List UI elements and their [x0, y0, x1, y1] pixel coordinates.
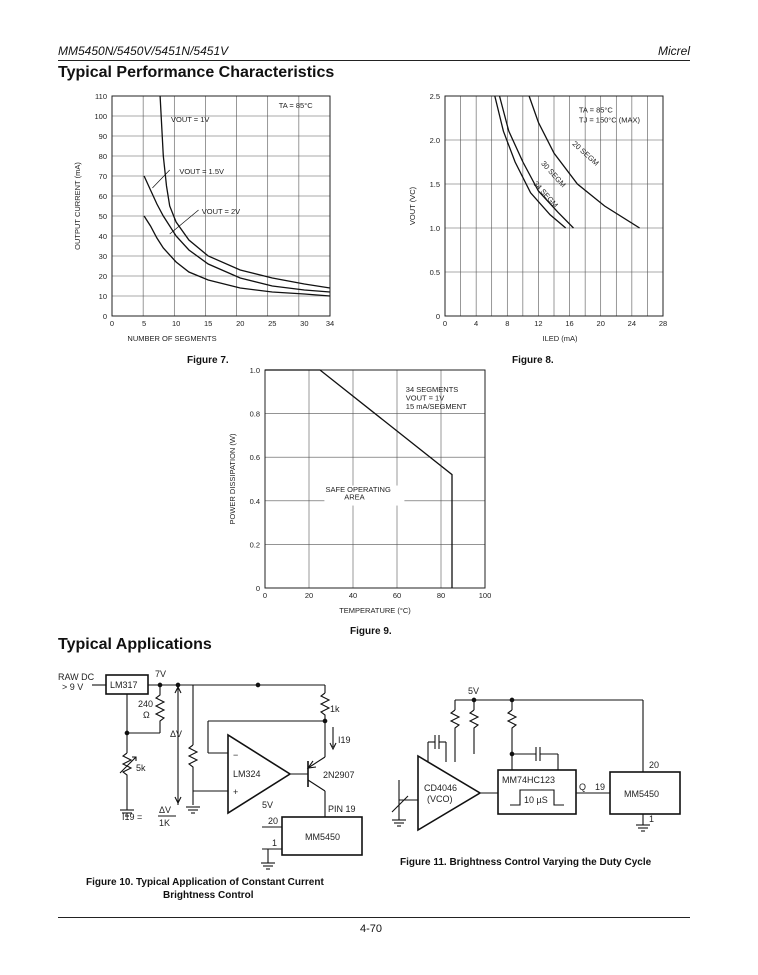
- x-tick-label: 4: [474, 319, 479, 328]
- minus-input: −: [233, 750, 239, 760]
- i19-label: I19: [338, 735, 351, 745]
- figure8-annotation: TA = 85°C: [578, 105, 613, 115]
- r1-value: 240: [138, 699, 154, 709]
- figure9-chart: [215, 362, 515, 624]
- x-axis-label: ILED (mA): [542, 334, 578, 343]
- resistor-1k: [321, 693, 329, 757]
- y-tick-label: 10: [98, 292, 107, 301]
- y-tick-label: 40: [98, 232, 107, 241]
- pin20-label: 20: [268, 816, 279, 826]
- formula-denominator: 1K: [159, 818, 171, 828]
- cd4046-vco: [418, 756, 480, 830]
- leader-line: [152, 170, 169, 188]
- y-tick-label: 1.0: [249, 366, 260, 375]
- series-label: 30 SEGM: [539, 159, 568, 190]
- x-tick-label: 15: [204, 319, 213, 328]
- y-tick-label: 30: [98, 252, 107, 261]
- series-label: VOUT = 1.5V: [179, 167, 225, 176]
- figure10-caption-line1: Figure 10. Typical Application of Constant Current: [86, 877, 324, 888]
- figure11-schematic: [390, 680, 690, 840]
- x-tick-label: 60: [392, 591, 402, 600]
- section-title-applications: Typical Applications: [58, 636, 212, 653]
- x-axis-label: TEMPERATURE (°C): [339, 606, 411, 615]
- y-tick-label: 0.2: [249, 540, 260, 550]
- vout-7v-label: 7V: [155, 669, 167, 679]
- plus-input: +: [233, 787, 239, 797]
- series-line: [144, 176, 330, 292]
- x-tick-label: 0: [109, 319, 115, 328]
- y-tick-label: 1.5: [429, 180, 440, 189]
- y-tick-label: 2.0: [429, 136, 440, 145]
- x-tick-label: 16: [565, 319, 574, 328]
- header-part-numbers: MM5450N/5450V/5451N/5451V: [58, 44, 229, 58]
- y-tick-label: 60: [98, 192, 107, 201]
- y-tick-label: 0.8: [249, 409, 260, 419]
- q-output-label: Q: [579, 782, 587, 792]
- mm74hc123-label: MM74HC123: [502, 775, 556, 785]
- y-tick-label: 2.5: [429, 92, 440, 101]
- series-label: VOUT = 2V: [201, 207, 241, 216]
- vco-label: (VCO): [427, 794, 453, 804]
- pin20-label-fig11: 20: [649, 760, 660, 770]
- x-tick-label: 24: [627, 319, 637, 328]
- x-tick-label: 10: [171, 319, 181, 328]
- r1-unit: Ω: [143, 710, 150, 720]
- supply-5v: 5V: [262, 800, 274, 810]
- y-tick-label: 70: [98, 172, 107, 181]
- pin19-label-fig11: 19: [595, 782, 606, 792]
- region-label: SAFE OPERATING: [325, 485, 391, 495]
- y-tick-label: 0: [435, 312, 440, 321]
- mm5450-label: MM5450: [305, 832, 341, 842]
- x-tick-label: 20: [304, 591, 314, 600]
- y-tick-label: 50: [98, 212, 107, 221]
- x-tick-label: 34: [325, 319, 335, 328]
- series-label: VOUT = 1V: [170, 115, 210, 124]
- figure9-annotation: VOUT = 1V: [405, 393, 445, 403]
- y-tick-label: 0: [102, 312, 107, 321]
- formula-numerator: ΔV: [159, 805, 172, 815]
- supply-5v-fig11: 5V: [468, 686, 480, 696]
- pin19-label: PIN 19: [328, 804, 356, 814]
- divider-resistor: [189, 745, 197, 805]
- x-tick-label: 100: [478, 591, 492, 600]
- x-tick-label: 0: [262, 591, 268, 600]
- figure9-annotation: 15 mA/SEGMENT: [405, 402, 467, 412]
- x-tick-label: 30: [300, 319, 309, 328]
- x-tick-label: 25: [268, 319, 277, 328]
- header-company: Micrel: [658, 44, 690, 58]
- series-label: 34 SEGM: [531, 179, 560, 210]
- series-label: 20 SEGM: [570, 139, 601, 168]
- raw-dc-label: RAW DC: [58, 672, 95, 682]
- header-rule: [58, 60, 690, 61]
- y-tick-label: 0.4: [249, 496, 260, 506]
- transistor-label: 2N2907: [323, 770, 355, 780]
- r2-label: 1k: [330, 704, 340, 714]
- page-number: 4-70: [360, 923, 383, 935]
- x-tick-label: 0: [442, 319, 448, 328]
- x-tick-label: 20: [596, 319, 605, 328]
- delta-v-label: ΔV: [170, 729, 183, 739]
- x-axis-label: NUMBER OF SEGMENTS: [127, 334, 217, 343]
- x-tick-label: 20: [236, 319, 245, 328]
- x-tick-label: 12: [534, 319, 543, 328]
- mm5450-label-fig11: MM5450: [624, 789, 660, 799]
- figure8-chart: [395, 88, 695, 363]
- y-tick-label: 110: [95, 92, 107, 101]
- lm317-label: LM317: [110, 680, 138, 690]
- pot-5k: [123, 753, 131, 805]
- y-axis-label: VOUT (VC): [408, 186, 417, 226]
- pin1-label: 1: [272, 838, 278, 848]
- figure10-caption-line2: Brightness Control: [163, 890, 254, 901]
- y-tick-label: 1.0: [429, 224, 440, 233]
- y-tick-label: 0: [255, 584, 260, 593]
- pulse-width-label: 10 µS: [524, 795, 548, 805]
- formula-lhs: I19 =: [122, 812, 143, 822]
- x-tick-label: 8: [505, 319, 510, 328]
- y-tick-label: 90: [98, 132, 107, 141]
- x-tick-label: 40: [348, 591, 358, 600]
- pot-label: 5k: [136, 763, 146, 773]
- y-tick-label: 80: [98, 152, 107, 161]
- figure8-caption: Figure 8.: [512, 355, 554, 366]
- footer-rule: [58, 917, 690, 918]
- y-tick-label: 0.5: [429, 268, 440, 277]
- figure11-caption: Figure 11. Brightness Control Varying the Duty Cycle: [400, 857, 652, 868]
- y-axis-label: POWER DISSIPATION (W): [228, 433, 237, 525]
- y-axis-label: OUTPUT CURRENT (mA): [73, 162, 82, 250]
- series-line: [160, 96, 330, 288]
- x-tick-label: 5: [141, 319, 147, 328]
- y-tick-label: 0.6: [249, 453, 260, 463]
- lm324-label: LM324: [233, 769, 261, 779]
- y-tick-label: 20: [98, 272, 107, 281]
- figure9-caption: Figure 9.: [350, 626, 392, 637]
- figure7-chart: [60, 88, 360, 363]
- figure7-annotation: TA = 85°C: [278, 101, 313, 110]
- figure10-schematic: [50, 665, 380, 880]
- resistor-240: [156, 685, 164, 733]
- section-title-performance: Typical Performance Characteristics: [58, 64, 335, 81]
- raw-dc-voltage: > 9 V: [62, 682, 84, 692]
- figure7-caption: Figure 7.: [187, 355, 229, 366]
- cd4046-label: CD4046: [424, 783, 458, 793]
- x-tick-label: 80: [436, 591, 446, 600]
- pin1-label-fig11: 1: [649, 814, 655, 824]
- x-tick-label: 28: [658, 319, 668, 328]
- y-tick-label: 100: [94, 112, 107, 121]
- region-label: AREA: [344, 492, 365, 502]
- figure8-annotation: TJ = 150°C (MAX): [578, 115, 641, 125]
- figure9-annotation: 34 SEGMENTS: [405, 384, 459, 394]
